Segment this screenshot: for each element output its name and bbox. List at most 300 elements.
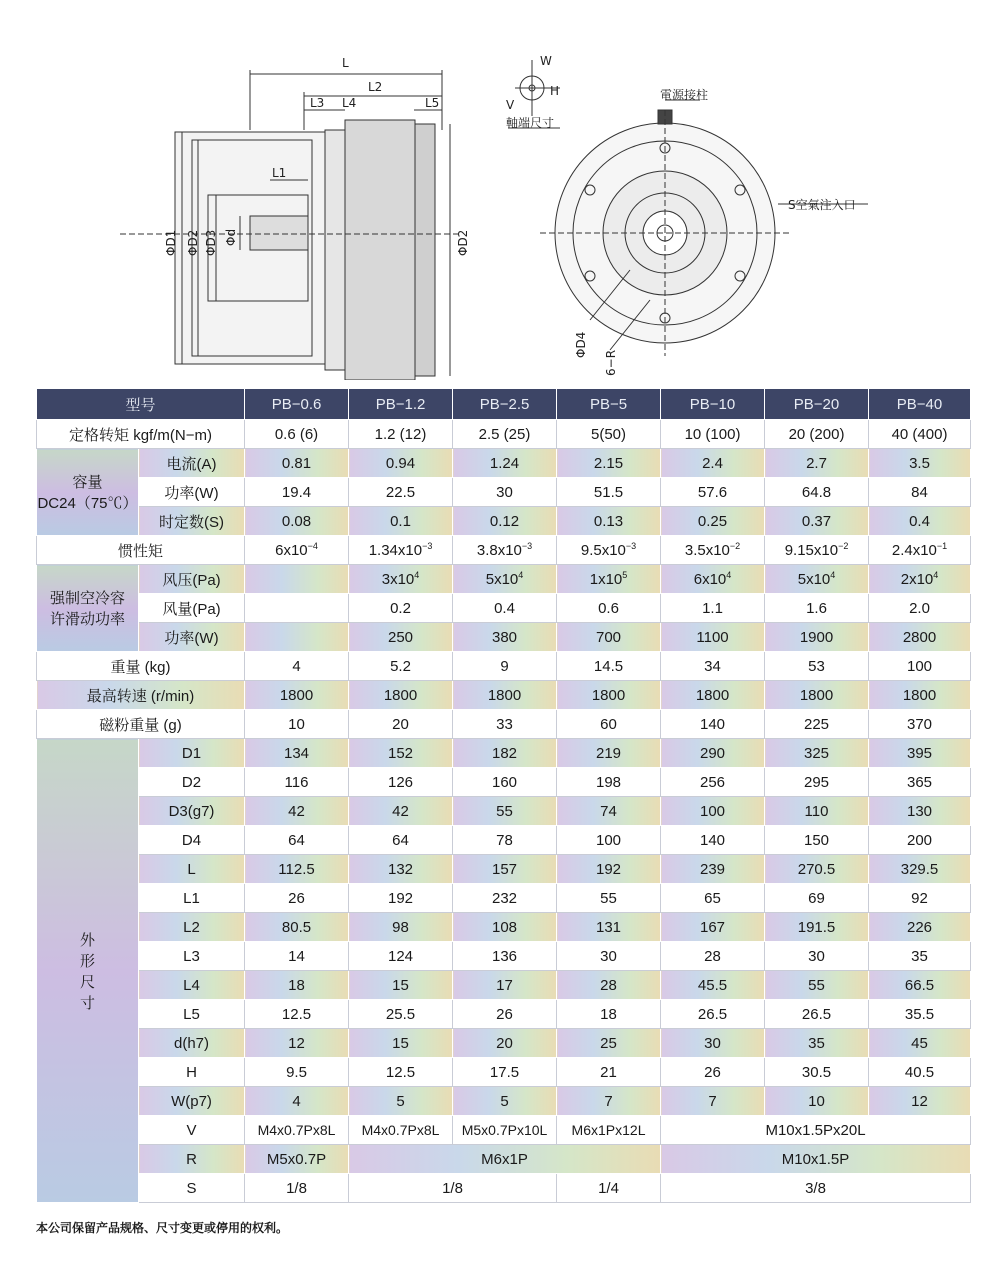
cell: 160 [453,768,557,797]
dims-label-char: 外 [79,931,95,949]
header-model-col: PB−2.5 [453,389,557,420]
cell [453,536,557,565]
cell: 35 [765,1029,869,1058]
cell: 2.4 [661,449,765,478]
cell: 200 [869,826,971,855]
cell [245,565,349,594]
label-L3: L3 [310,96,325,110]
cell: 5.2 [349,652,453,681]
cell: 1.6 [765,594,869,623]
cell [245,623,349,652]
row-W [37,1087,971,1116]
exponent: −4 [307,541,318,551]
row-flow [37,594,971,623]
label-shaft-end: 軸端尺寸 [506,116,555,130]
cell: 5(50) [557,420,661,449]
cell: 226 [869,913,971,942]
cell: 1/8 [245,1174,349,1203]
row-L5 [37,1000,971,1029]
cell: 225 [765,710,869,739]
row-V [37,1116,971,1145]
label-D3: ΦD3 [204,229,218,256]
label-L4: L4 [342,96,357,110]
cell: 1100 [661,623,765,652]
row-label: D2 [139,768,245,797]
row-S [37,1174,971,1203]
cell [557,565,661,594]
cell: 9.5 [245,1058,349,1087]
cell: 12.5 [245,1000,349,1029]
cell: 295 [765,768,869,797]
row-L2 [37,913,971,942]
row-label: S [139,1174,245,1203]
label-D1: ΦD1 [164,229,178,256]
cell: 78 [453,826,557,855]
cell: 370 [869,710,971,739]
mantissa: 1x10 [589,571,623,588]
dims-label-char: 寸 [79,994,95,1012]
exponent: −3 [521,541,533,551]
cell-merged: M6x1P [349,1145,661,1174]
cell: 25.5 [349,1000,453,1029]
mantissa: 1.34x10 [368,542,423,559]
header-model-col: PB−1.2 [349,389,453,420]
cell: 98 [349,913,453,942]
cell [245,594,349,623]
cell: 66.5 [869,971,971,1000]
cell: 256 [661,768,765,797]
header-model-col: PB−20 [765,389,869,420]
cell: 108 [453,913,557,942]
cell: 17 [453,971,557,1000]
cell: 132 [349,855,453,884]
row-L1 [37,884,971,913]
exponent: 4 [726,570,732,580]
cell: 55 [557,884,661,913]
cell [869,565,971,594]
cell: 69 [765,884,869,913]
row-D3 [37,797,971,826]
cell: 20 (200) [765,420,869,449]
row-label: d(h7) [139,1029,245,1058]
cell: 365 [869,768,971,797]
label-L2: L2 [368,80,383,94]
cell [765,565,869,594]
exponent: −2 [838,541,849,551]
cell: 28 [557,971,661,1000]
cell [661,536,765,565]
cell: 40 (400) [869,420,971,449]
cell: 167 [661,913,765,942]
row-R [37,1145,971,1174]
cell-merged: M10x1.5P [661,1145,971,1174]
cell: 100 [869,652,971,681]
cell: 60 [557,710,661,739]
cell: 26 [245,884,349,913]
row-label: R [139,1145,245,1174]
cell: 325 [765,739,869,768]
cell: 19.4 [245,478,349,507]
capacity-label-2: DC24（75℃） [37,495,138,512]
row-label: L4 [139,971,245,1000]
mantissa: 5x10 [797,571,831,588]
label-power-post: 電源接柱 [660,88,709,102]
row-maxspeed [37,681,971,710]
mantissa: 3.8x10 [476,542,522,559]
cell: 12 [245,1029,349,1058]
dims-label-char: 形 [79,952,95,970]
cell: 0.37 [765,507,869,536]
cell: 157 [453,855,557,884]
cell: 10 [765,1087,869,1116]
mantissa: 6x10 [693,571,727,588]
cell: 1900 [765,623,869,652]
cell: 1.24 [453,449,557,478]
cell: 14 [245,942,349,971]
cell: 0.1 [349,507,453,536]
row-label: 功率(W) [139,478,245,507]
label-d: Φd [224,228,238,246]
cell [453,565,557,594]
label-V: V [506,98,515,112]
cell: 5 [453,1087,557,1116]
cell: 12 [869,1087,971,1116]
cell: 0.4 [869,507,971,536]
exponent: −3 [625,541,637,551]
cell: 1800 [245,681,349,710]
cell: 2.7 [765,449,869,478]
row-label: D1 [139,739,245,768]
exponent: −3 [422,541,433,551]
cooling-label-2: 许滑动功率 [49,611,125,628]
cell: 329.5 [869,855,971,884]
exponent: 4 [414,570,420,580]
cell: 192 [557,855,661,884]
row-H [37,1058,971,1087]
cell: 26 [661,1058,765,1087]
header-row [37,389,971,420]
row-current [37,449,971,478]
technical-drawing [120,20,920,380]
mantissa: 9.15x10 [784,542,839,559]
cell: 65 [661,884,765,913]
cell: 112.5 [245,855,349,884]
cell: 232 [453,884,557,913]
row-torque [37,420,971,449]
cell: 395 [869,739,971,768]
cell: 134 [245,739,349,768]
cell: 35 [869,942,971,971]
exponent: 5 [622,570,628,580]
cell: 64.8 [765,478,869,507]
cell: 26 [453,1000,557,1029]
cell: 2.0 [869,594,971,623]
label-D2: ΦD2 [186,229,200,256]
cell: 10 (100) [661,420,765,449]
row-label: L [139,855,245,884]
label-D4: ΦD4 [574,331,588,358]
cell [869,536,971,565]
cell: 0.12 [453,507,557,536]
cell-merged: M10x1.5Px20L [661,1116,971,1145]
row-d [37,1029,971,1058]
cell: 12.5 [349,1058,453,1087]
capacity-label-1: 容量 [72,474,103,491]
row-label: 惯性矩 [37,536,245,565]
cell: 74 [557,797,661,826]
row-cooling-power [37,623,971,652]
row-L [37,855,971,884]
cell: 2.5 (25) [453,420,557,449]
exponent: 4 [518,570,524,580]
row-D4 [37,826,971,855]
cell: 152 [349,739,453,768]
cell: 28 [661,942,765,971]
cell: 1800 [765,681,869,710]
dims-group-label [37,739,139,1203]
row-label: L2 [139,913,245,942]
label-6R: 6−R [604,349,618,376]
cell: 26.5 [765,1000,869,1029]
footnote: 本公司保留产品规格、尺寸变更或停用的权利。 [36,1221,289,1235]
cell: 1800 [349,681,453,710]
spec-table [36,388,971,1203]
cell: 219 [557,739,661,768]
row-label: V [139,1116,245,1145]
cell: 14.5 [557,652,661,681]
cell: 7 [557,1087,661,1116]
cell: 100 [557,826,661,855]
cell: 1.2 (12) [349,420,453,449]
row-label: D4 [139,826,245,855]
cell: 2800 [869,623,971,652]
header-model-col: PB−0.6 [245,389,349,420]
row-inertia [37,536,971,565]
cell: 42 [349,797,453,826]
row-label: 风压(Pa) [139,565,245,594]
cell: 136 [453,942,557,971]
cell: 0.6 (6) [245,420,349,449]
cell: M6x1Px12L [557,1116,661,1145]
cell: 124 [349,942,453,971]
mantissa: 3x10 [381,571,415,588]
cell [349,536,453,565]
cell: 1800 [869,681,971,710]
row-L4 [37,971,971,1000]
cell: 30.5 [765,1058,869,1087]
cell: 55 [453,797,557,826]
label-H: H [550,84,560,98]
cell: 191.5 [765,913,869,942]
mantissa: 2.4x10 [891,542,937,559]
cell: 116 [245,768,349,797]
cell: 250 [349,623,453,652]
row-D2 [37,768,971,797]
dims-label-char: 尺 [79,973,95,991]
label-L1: L1 [272,166,287,180]
cell: 0.13 [557,507,661,536]
mantissa: 5x10 [485,571,519,588]
cell: 25 [557,1029,661,1058]
cell: 4 [245,652,349,681]
row-label: W(p7) [139,1087,245,1116]
cell: 3.5 [869,449,971,478]
row-label: 时定数(S) [139,507,245,536]
row-timeconst [37,507,971,536]
cell: 42 [245,797,349,826]
cell: 100 [661,797,765,826]
exponent: 4 [830,570,836,580]
cell: 92 [869,884,971,913]
row-label: H [139,1058,245,1087]
label-air-inlet: S空氣注入口 [788,198,856,212]
row-label: 最高转速 (r/min) [37,681,245,710]
cell: 30 [765,942,869,971]
cell: 26.5 [661,1000,765,1029]
cell: 84 [869,478,971,507]
cell: 40.5 [869,1058,971,1087]
cell: 9 [453,652,557,681]
cell: 700 [557,623,661,652]
cell [557,536,661,565]
cooling-label-1: 强制空冷容 [49,590,125,607]
row-label: 重量 (kg) [37,652,245,681]
row-label: 电流(A) [139,449,245,478]
exponent: −1 [936,541,948,551]
cell: 18 [245,971,349,1000]
cell: 7 [661,1087,765,1116]
cell: 30 [453,478,557,507]
mantissa: 9.5x10 [580,542,626,559]
cell: 150 [765,826,869,855]
cell: M4x0.7Px8L [349,1116,453,1145]
cell-merged: 3/8 [661,1174,971,1203]
mantissa: 6x10 [275,542,308,559]
cell: 45.5 [661,971,765,1000]
header-model-col: PB−5 [557,389,661,420]
cell: 21 [557,1058,661,1087]
cell: M5x0.7Px10L [453,1116,557,1145]
cell: M5x0.7P [245,1145,349,1174]
row-L3 [37,942,971,971]
cell: 270.5 [765,855,869,884]
cell: 380 [453,623,557,652]
cell: 0.08 [245,507,349,536]
exponent: −2 [729,541,741,551]
mantissa: 3.5x10 [684,542,730,559]
cell: 2.15 [557,449,661,478]
cell: 15 [349,971,453,1000]
capacity-group-label [37,449,139,536]
cell: 1/4 [557,1174,661,1203]
cell: 198 [557,768,661,797]
header-model: 型号 [37,389,245,420]
label-W: W [540,54,552,68]
cell: 53 [765,652,869,681]
header-model-col: PB−40 [869,389,971,420]
cell: 126 [349,768,453,797]
row-label: L3 [139,942,245,971]
row-label: 定格转矩 kgf/m(N−m) [37,420,245,449]
row-power [37,478,971,507]
cell [661,565,765,594]
cell: 55 [765,971,869,1000]
cell: 0.2 [349,594,453,623]
cell: 1800 [557,681,661,710]
row-label: 风量(Pa) [139,594,245,623]
cell: 33 [453,710,557,739]
cell: 140 [661,710,765,739]
cell: 64 [349,826,453,855]
cell [349,565,453,594]
cell: 110 [765,797,869,826]
cell: 22.5 [349,478,453,507]
cell: 192 [349,884,453,913]
cell: 51.5 [557,478,661,507]
cell: 30 [661,1029,765,1058]
cell [245,536,349,565]
cooling-group-label [37,565,139,652]
cell [765,536,869,565]
label-D2-right: ΦD2 [456,229,470,256]
cell: 45 [869,1029,971,1058]
cell: 131 [557,913,661,942]
row-D1 [37,739,971,768]
cell: 1.1 [661,594,765,623]
cell: 80.5 [245,913,349,942]
cell: 130 [869,797,971,826]
cell: 30 [557,942,661,971]
label-L: L [342,56,349,70]
cell: 0.81 [245,449,349,478]
cell: 18 [557,1000,661,1029]
row-label: 磁粉重量 (g) [37,710,245,739]
cell: 57.6 [661,478,765,507]
cell: 5 [349,1087,453,1116]
cell: 0.6 [557,594,661,623]
mantissa: 2x10 [900,571,934,588]
cell: 15 [349,1029,453,1058]
cell: 239 [661,855,765,884]
cell: 182 [453,739,557,768]
cell: 64 [245,826,349,855]
cell: M4x0.7Px8L [245,1116,349,1145]
cell: 10 [245,710,349,739]
cell: 20 [349,710,453,739]
cell: 1800 [661,681,765,710]
cell: 0.94 [349,449,453,478]
row-label: D3(g7) [139,797,245,826]
cell: 35.5 [869,1000,971,1029]
row-label: L5 [139,1000,245,1029]
cell: 290 [661,739,765,768]
header-model-col: PB−10 [661,389,765,420]
cell: 0.25 [661,507,765,536]
cell: 0.4 [453,594,557,623]
cell: 34 [661,652,765,681]
cell: 17.5 [453,1058,557,1087]
label-L5: L5 [425,96,440,110]
row-pressure [37,565,971,594]
row-label: 功率(W) [139,623,245,652]
cell-merged: 1/8 [349,1174,557,1203]
row-powder [37,710,971,739]
cell: 4 [245,1087,349,1116]
exponent: 4 [933,570,939,580]
row-weight [37,652,971,681]
cell: 140 [661,826,765,855]
cell: 20 [453,1029,557,1058]
